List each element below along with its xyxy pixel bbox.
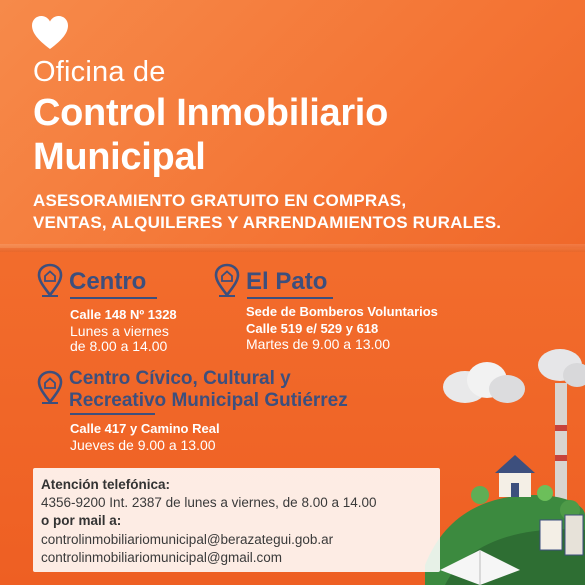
town-illustration — [425, 345, 585, 585]
location-name: Centro — [69, 268, 147, 295]
location-pin-icon — [37, 263, 63, 297]
location-centro-heading — [37, 263, 146, 297]
band-divider — [0, 244, 585, 252]
location-elpato-heading — [214, 263, 327, 297]
phone-label: Atención telefónica: — [41, 477, 171, 492]
location-pin-icon — [37, 370, 63, 404]
email-link-2[interactable]: controlinmobiliariomunicipal@gmail.com — [41, 550, 283, 565]
location-name-line-1: Centro Cívico, Cultural y — [69, 368, 291, 389]
location-centro-civico-heading — [37, 370, 348, 412]
phone-number: 4356-9200 Int. 2387 de lunes a viernes, de 8.00 a 14.00 — [41, 495, 377, 510]
location-name — [63, 368, 348, 412]
divider — [70, 413, 155, 415]
location-schedule-line-1: Lunes a viernes — [70, 323, 169, 339]
location-address: Calle 417 y Camino Real — [70, 421, 220, 436]
location-pin-icon — [214, 263, 240, 297]
location-schedule-line-2: de 8.00 a 14.00 — [70, 338, 168, 354]
divider — [247, 297, 333, 299]
mail-label: o por mail a: — [41, 513, 122, 528]
title-main: Control Inmobiliario — [33, 92, 388, 134]
location-schedule: Jueves de 9.00 a 13.00 — [70, 437, 216, 453]
location-name: El Pato — [246, 268, 328, 295]
heart-icon — [32, 16, 68, 50]
subtitle — [33, 190, 501, 234]
subtitle-line-1: ASESORAMIENTO GRATUITO EN COMPRAS, — [33, 191, 407, 210]
contact-box — [33, 468, 440, 572]
divider — [70, 297, 157, 299]
location-name-line-2: Recreativo Municipal Gutiérrez — [69, 390, 348, 411]
location-address: Calle 519 e/ 529 y 618 — [246, 321, 379, 336]
location-venue: Sede de Bomberos Voluntarios — [246, 304, 438, 319]
title-line-2 — [33, 91, 388, 179]
location-schedule: Martes de 9.00 a 13.00 — [246, 336, 390, 352]
subtitle-line-2: VENTAS, ALQUILERES Y ARRENDAMIENTOS RURALES. — [33, 213, 502, 232]
email-link-1[interactable]: controlinmobiliariomunicipal@berazategui.gob.ar — [41, 532, 334, 547]
location-address: Calle 148 Nº 1328 — [70, 307, 177, 322]
title-line-1: Oficina de — [33, 56, 166, 88]
title-municipal: Municipal — [33, 136, 206, 178]
